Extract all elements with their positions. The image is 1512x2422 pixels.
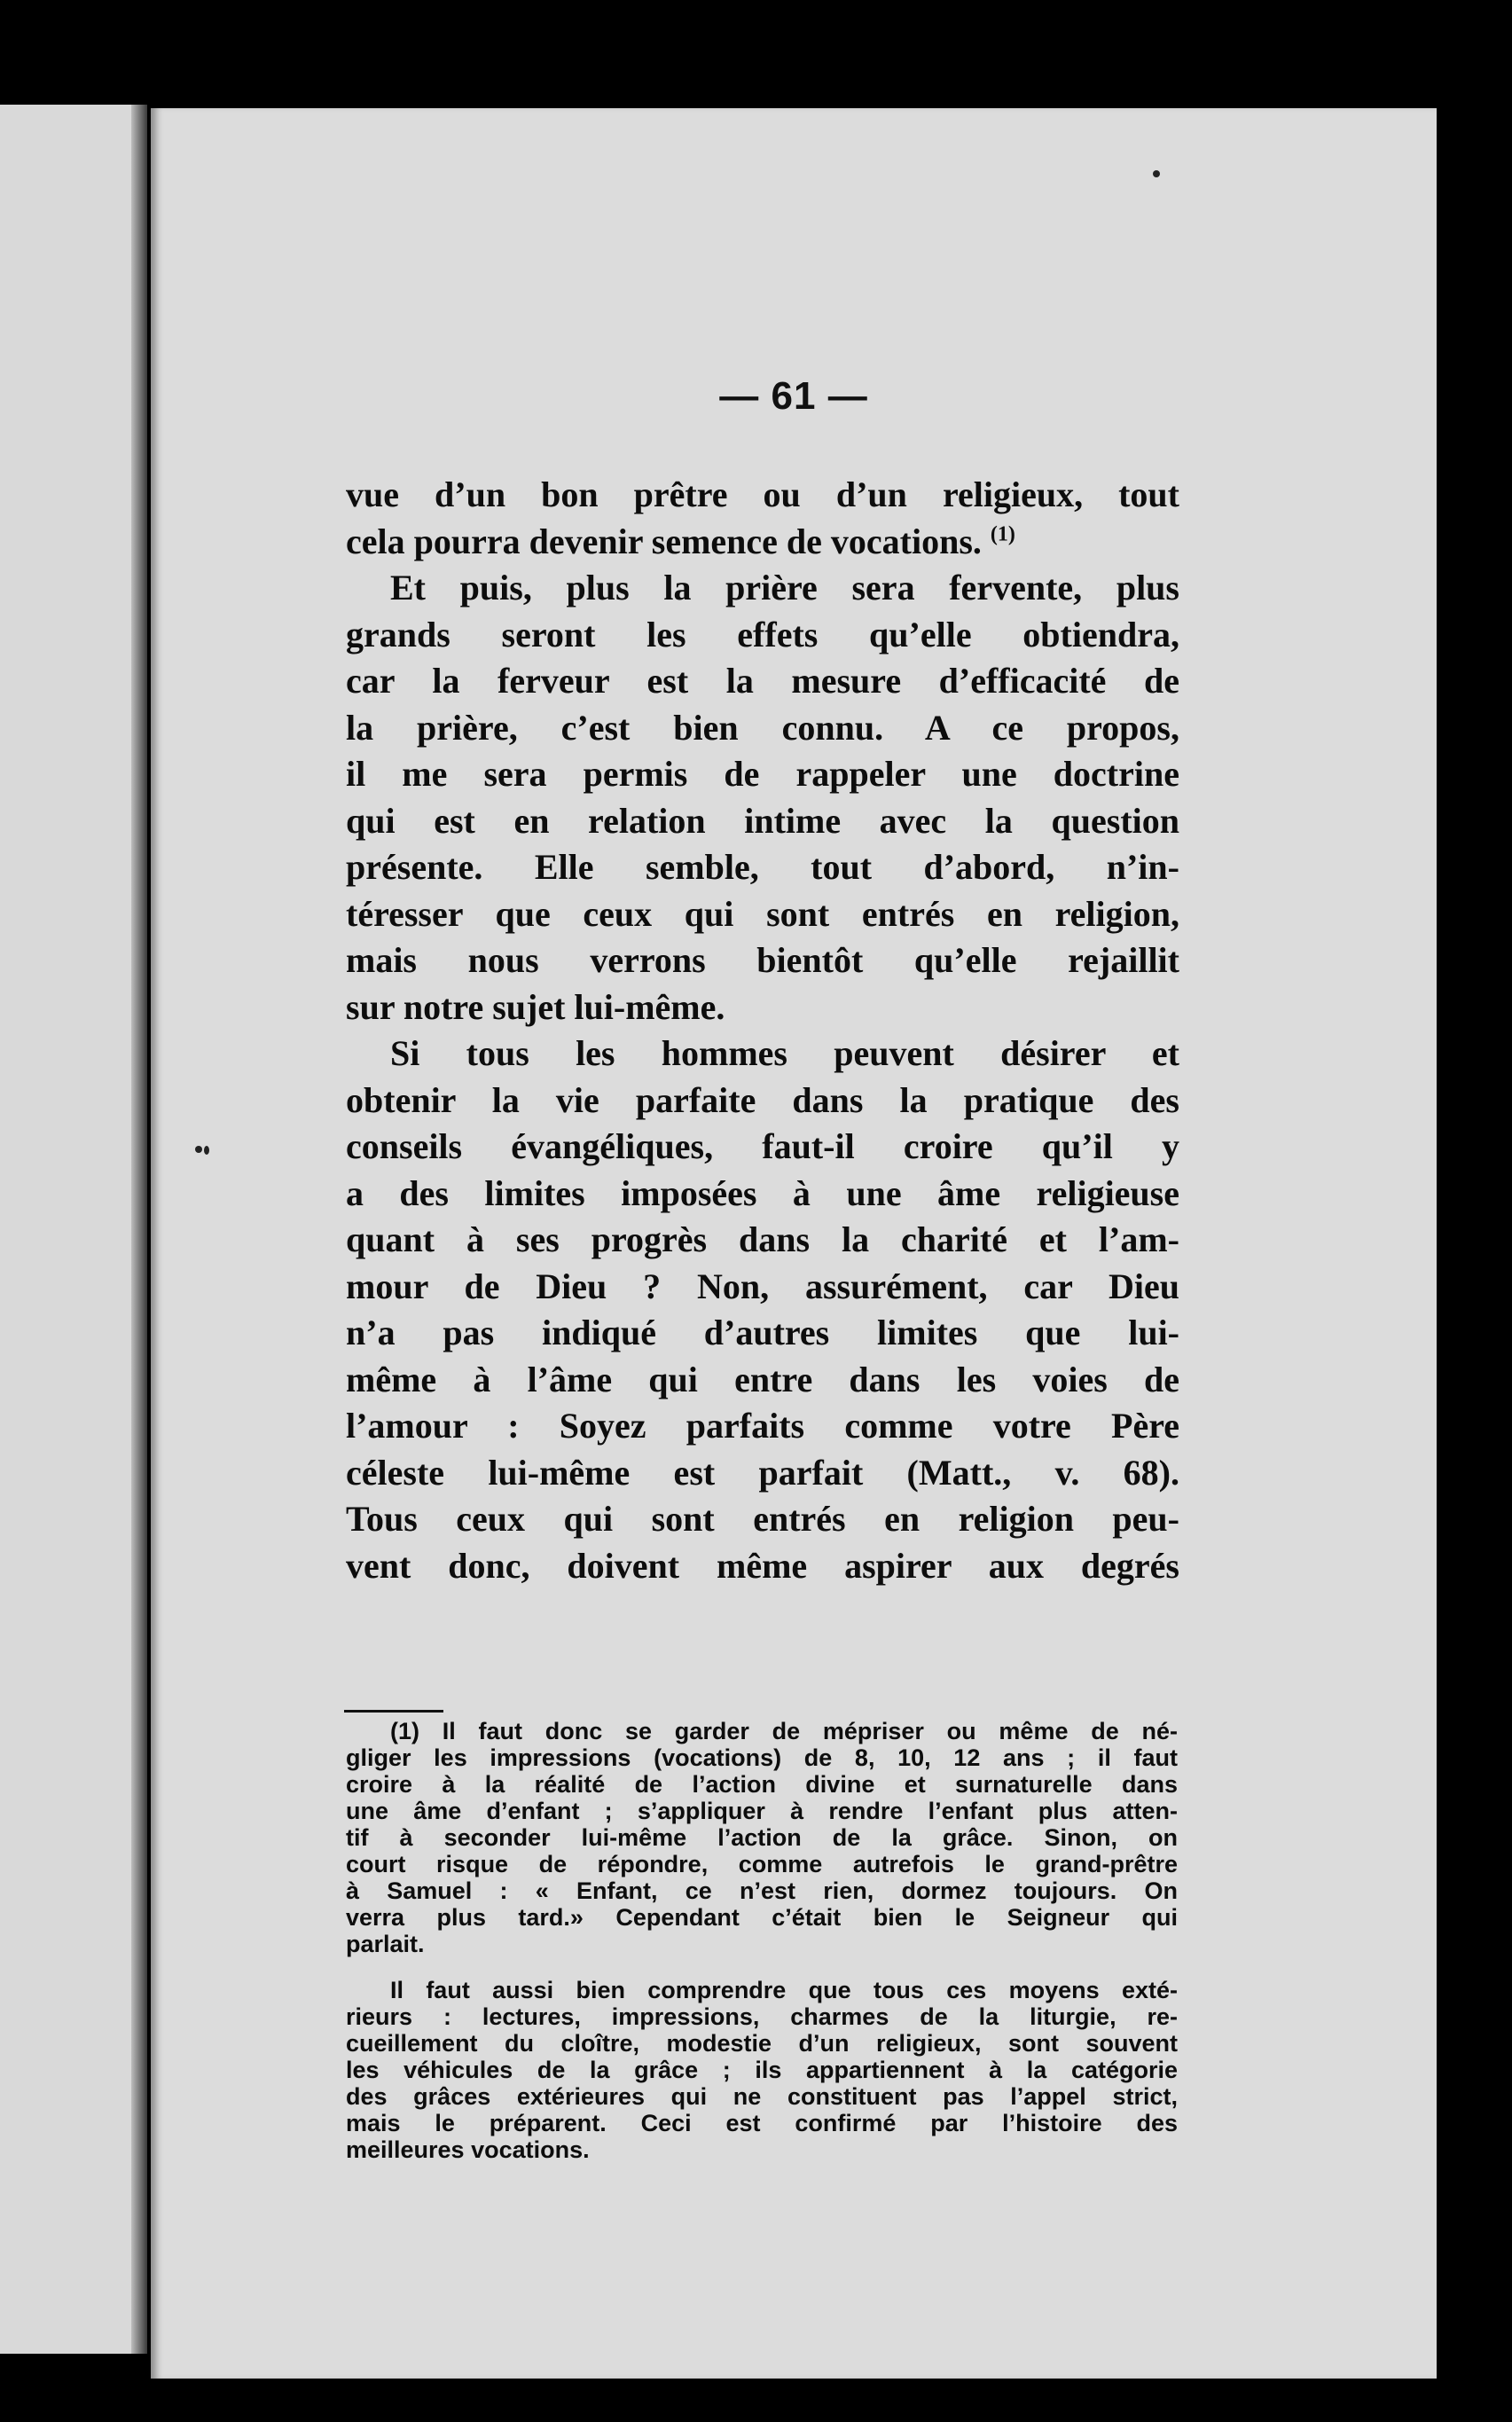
footnote-line: gliger les impressions (vocations) de 8, 10, 12 ans ; il faut [346, 1744, 1178, 1771]
text-line: même à l’âme qui entre dans les voies de [346, 1359, 1179, 1399]
text-line: céleste lui-même est parfait (Matt., v. 68). [346, 1452, 1179, 1493]
text-line: mour de Dieu ? Non, assurément, car Dieu [346, 1266, 1179, 1306]
text-line: obtenir la vie parfaite dans la pratique des [346, 1079, 1179, 1120]
page-gutter-shadow [131, 105, 147, 2354]
footnote-line: tif à seconder lui-même l’action de la grâce. Sinon, on [346, 1824, 1178, 1851]
text-line: grands seront les effets qu’elle obtiendra, [346, 614, 1179, 654]
footnote-line: court risque de répondre, comme autrefois le grand-prêtre [346, 1851, 1178, 1877]
body-text [346, 472, 1179, 1589]
paragraph-start-line: Et puis, plus la prière sera fervente, plus [390, 568, 1179, 607]
footnote-line: une âme d’enfant ; s’appliquer à rendre l’enfant plus atten- [346, 1798, 1178, 1824]
text-line: il me sera permis de rappeler une doctrine [346, 754, 1179, 794]
footnote-reference: (1) [990, 522, 1015, 546]
footnote-line: parlait. [346, 1931, 425, 1957]
scan-speck [204, 1146, 209, 1155]
text-line: téresser que ceux qui sont entrés en religion, [346, 893, 1179, 934]
footnote-line: verra plus tard.» Cependant c’était bien le Seigneur qui [346, 1904, 1178, 1931]
text-line: mais nous verrons bientôt qu’elle rejaillit [346, 940, 1179, 980]
text-line: Tous ceux qui sont entrés en religion peu- [346, 1499, 1179, 1539]
footnote-line: meilleures vocations. [346, 2136, 590, 2163]
footnote-separator [344, 1710, 443, 1713]
footnote-gap [346, 1957, 1178, 1977]
text-line: présente. Elle semble, tout d’abord, n’in- [346, 847, 1179, 887]
footnote-line: à Samuel : « Enfant, ce n’est rien, dormez toujours. On [346, 1877, 1178, 1904]
footnote-line: les véhicules de la grâce ; ils appartiennent à la catégorie [346, 2057, 1178, 2083]
text-line: a des limites imposées à une âme religieuse [346, 1172, 1179, 1213]
text-line-with-footnote-ref [346, 519, 1179, 566]
footnote-line: cueillement du cloître, modestie d’un religieux, sont souvent [346, 2030, 1178, 2057]
footnote-line: croire à la réalité de l’action divine et surnaturelle dans [346, 1771, 1178, 1798]
text-line: l’amour : Soyez parfaits comme votre Père [346, 1406, 1179, 1446]
previous-page-edge [0, 105, 135, 2354]
footnote-line: Il faut aussi bien comprendre que tous ces moyens exté- [390, 1977, 1178, 2003]
text-line: n’a pas indiqué d’autres limites que lui- [346, 1313, 1179, 1352]
footnotes [346, 1718, 1178, 2163]
footnote-line: rieurs : lectures, impressions, charmes de la liturgie, re- [346, 2003, 1178, 2030]
text-line: la prière, c’est bien connu. A ce propos, [346, 707, 1179, 748]
scan-speck [195, 1146, 202, 1153]
scan-speck [1153, 170, 1160, 177]
page-number: — 61 — [719, 374, 868, 418]
footnote-line: mais le préparent. Ceci est confirmé par l’histoire des [346, 2110, 1178, 2136]
text-line: vent donc, doivent même aspirer aux degrés [346, 1545, 1179, 1586]
text-line: vue d’un bon prêtre ou d’un religieux, tout [346, 474, 1179, 514]
text-line: quant à ses progrès dans la charité et l’am- [346, 1219, 1179, 1259]
text-line: car la ferveur est la mesure d’efficacité de [346, 661, 1179, 701]
book-page [151, 108, 1437, 2379]
footnote-line: des grâces extérieures qui ne constituent pas l’appel strict, [346, 2083, 1178, 2110]
footnote-line: (1) Il faut donc se garder de mépriser ou même de né- [390, 1718, 1178, 1744]
text-line: conseils évangéliques, faut-il croire qu’il y [346, 1126, 1179, 1166]
text-line: cela pourra devenir semence de vocations. [346, 521, 982, 561]
text-line: qui est en relation intime avec la question [346, 800, 1179, 841]
text-line: sur notre sujet lui-même. [346, 986, 725, 1027]
paragraph-start-line: Si tous les hommes peuvent désirer et [390, 1033, 1179, 1073]
